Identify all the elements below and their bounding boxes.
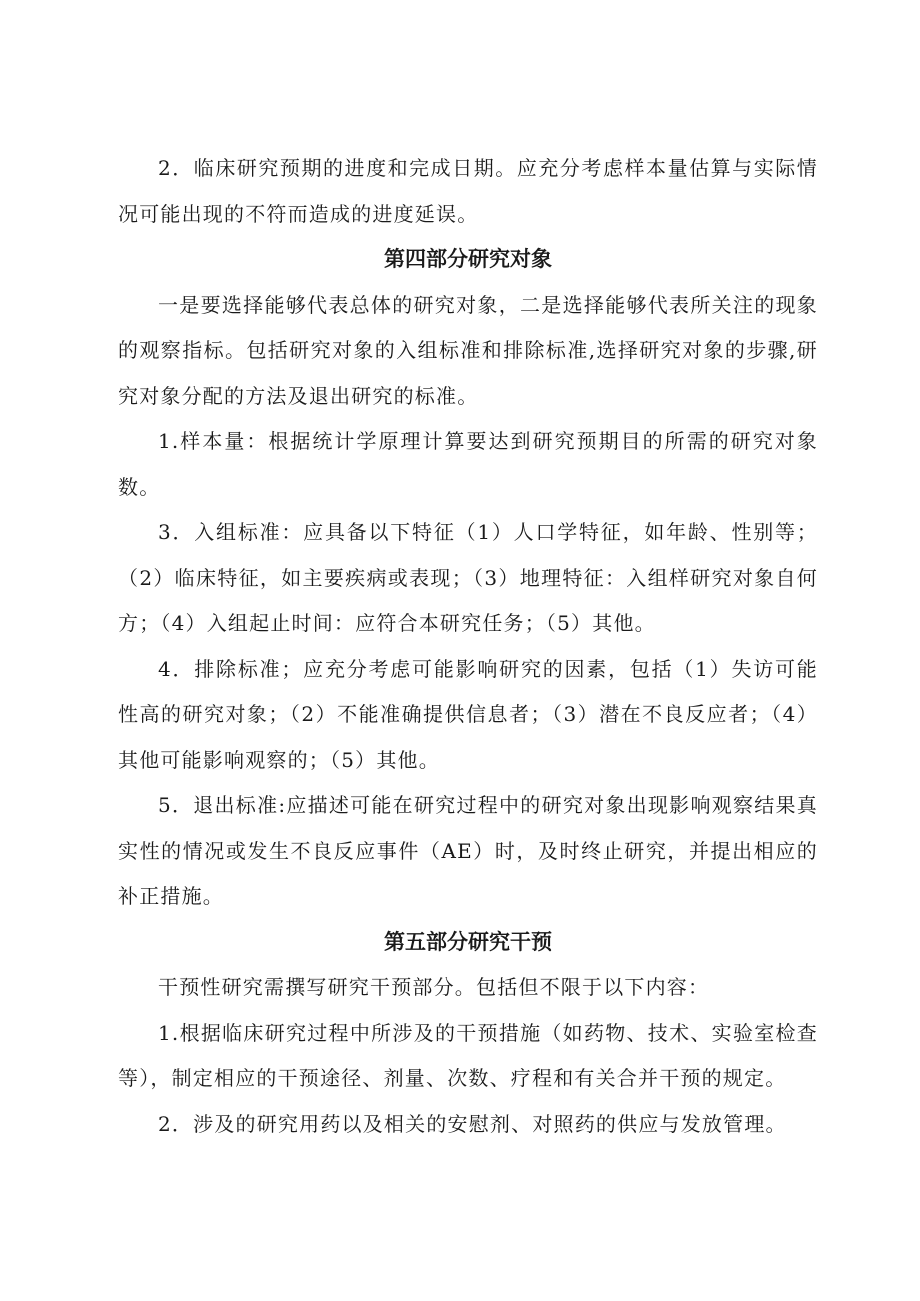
paragraph-subject-selection: 一是要选择能够代表总体的研究对象，二是选择能够代表所关注的现象的观察指标。包括研究对象的入组标准和排除标准,选择研究对象的步骤,研究对象分配的方法及退出研究的标准。: [118, 292, 818, 408]
paragraph-progress-schedule: 2．临床研究预期的进度和完成日期。应充分考虑样本量估算与实际情况可能出现的不符而造成的进度延误。: [118, 156, 818, 226]
paragraph-inclusion-criteria: 3．入组标准：应具备以下特征（1）人口学特征，如年龄、性别等；（2）临床特征，如主要疾病或表现；（3）地理特征：入组样研究对象自何方；（4）入组起止时间：应符合本研究任务；（5）其他。: [118, 520, 818, 635]
section-title-research-subjects: 第四部分研究对象: [384, 247, 552, 271]
paragraph-sample-size: 1.样本量：根据统计学原理计算要达到研究预期目的所需的研究对象数。: [118, 429, 818, 499]
paragraph-intervention-intro: 干预性研究需撰写研究干预部分。包括但不限于以下内容：: [158, 975, 710, 999]
paragraph-intervention-measures: 1.根据临床研究过程中所涉及的干预措施（如药物、技术、实验室检查等），制定相应的干预途径、剂量、次数、疗程和有关合并干预的规定。: [118, 1020, 818, 1090]
document-body: [118, 146, 818, 1147]
paragraph-exclusion-criteria: 4．排除标准；应充分考虑可能影响研究的因素，包括（1）失访可能性高的研究对象；（2）不能准确提供信息者；（3）潜在不良反应者；（4）其他可能影响观察的；（5）其他。: [118, 656, 818, 772]
section-title-research-intervention: 第五部分研究干预: [384, 929, 552, 954]
paragraph-withdrawal-criteria: 5．退出标准:应描述可能在研究过程中的研究对象出现影响观察结果真实性的情况或发生不良反应事件（AE）时，及时终止研究，并提出相应的补正措施。: [118, 793, 818, 908]
paragraph-drug-management: 2．涉及的研究用药以及相关的安慰剂、对照药的供应与发放管理。: [158, 1111, 787, 1136]
